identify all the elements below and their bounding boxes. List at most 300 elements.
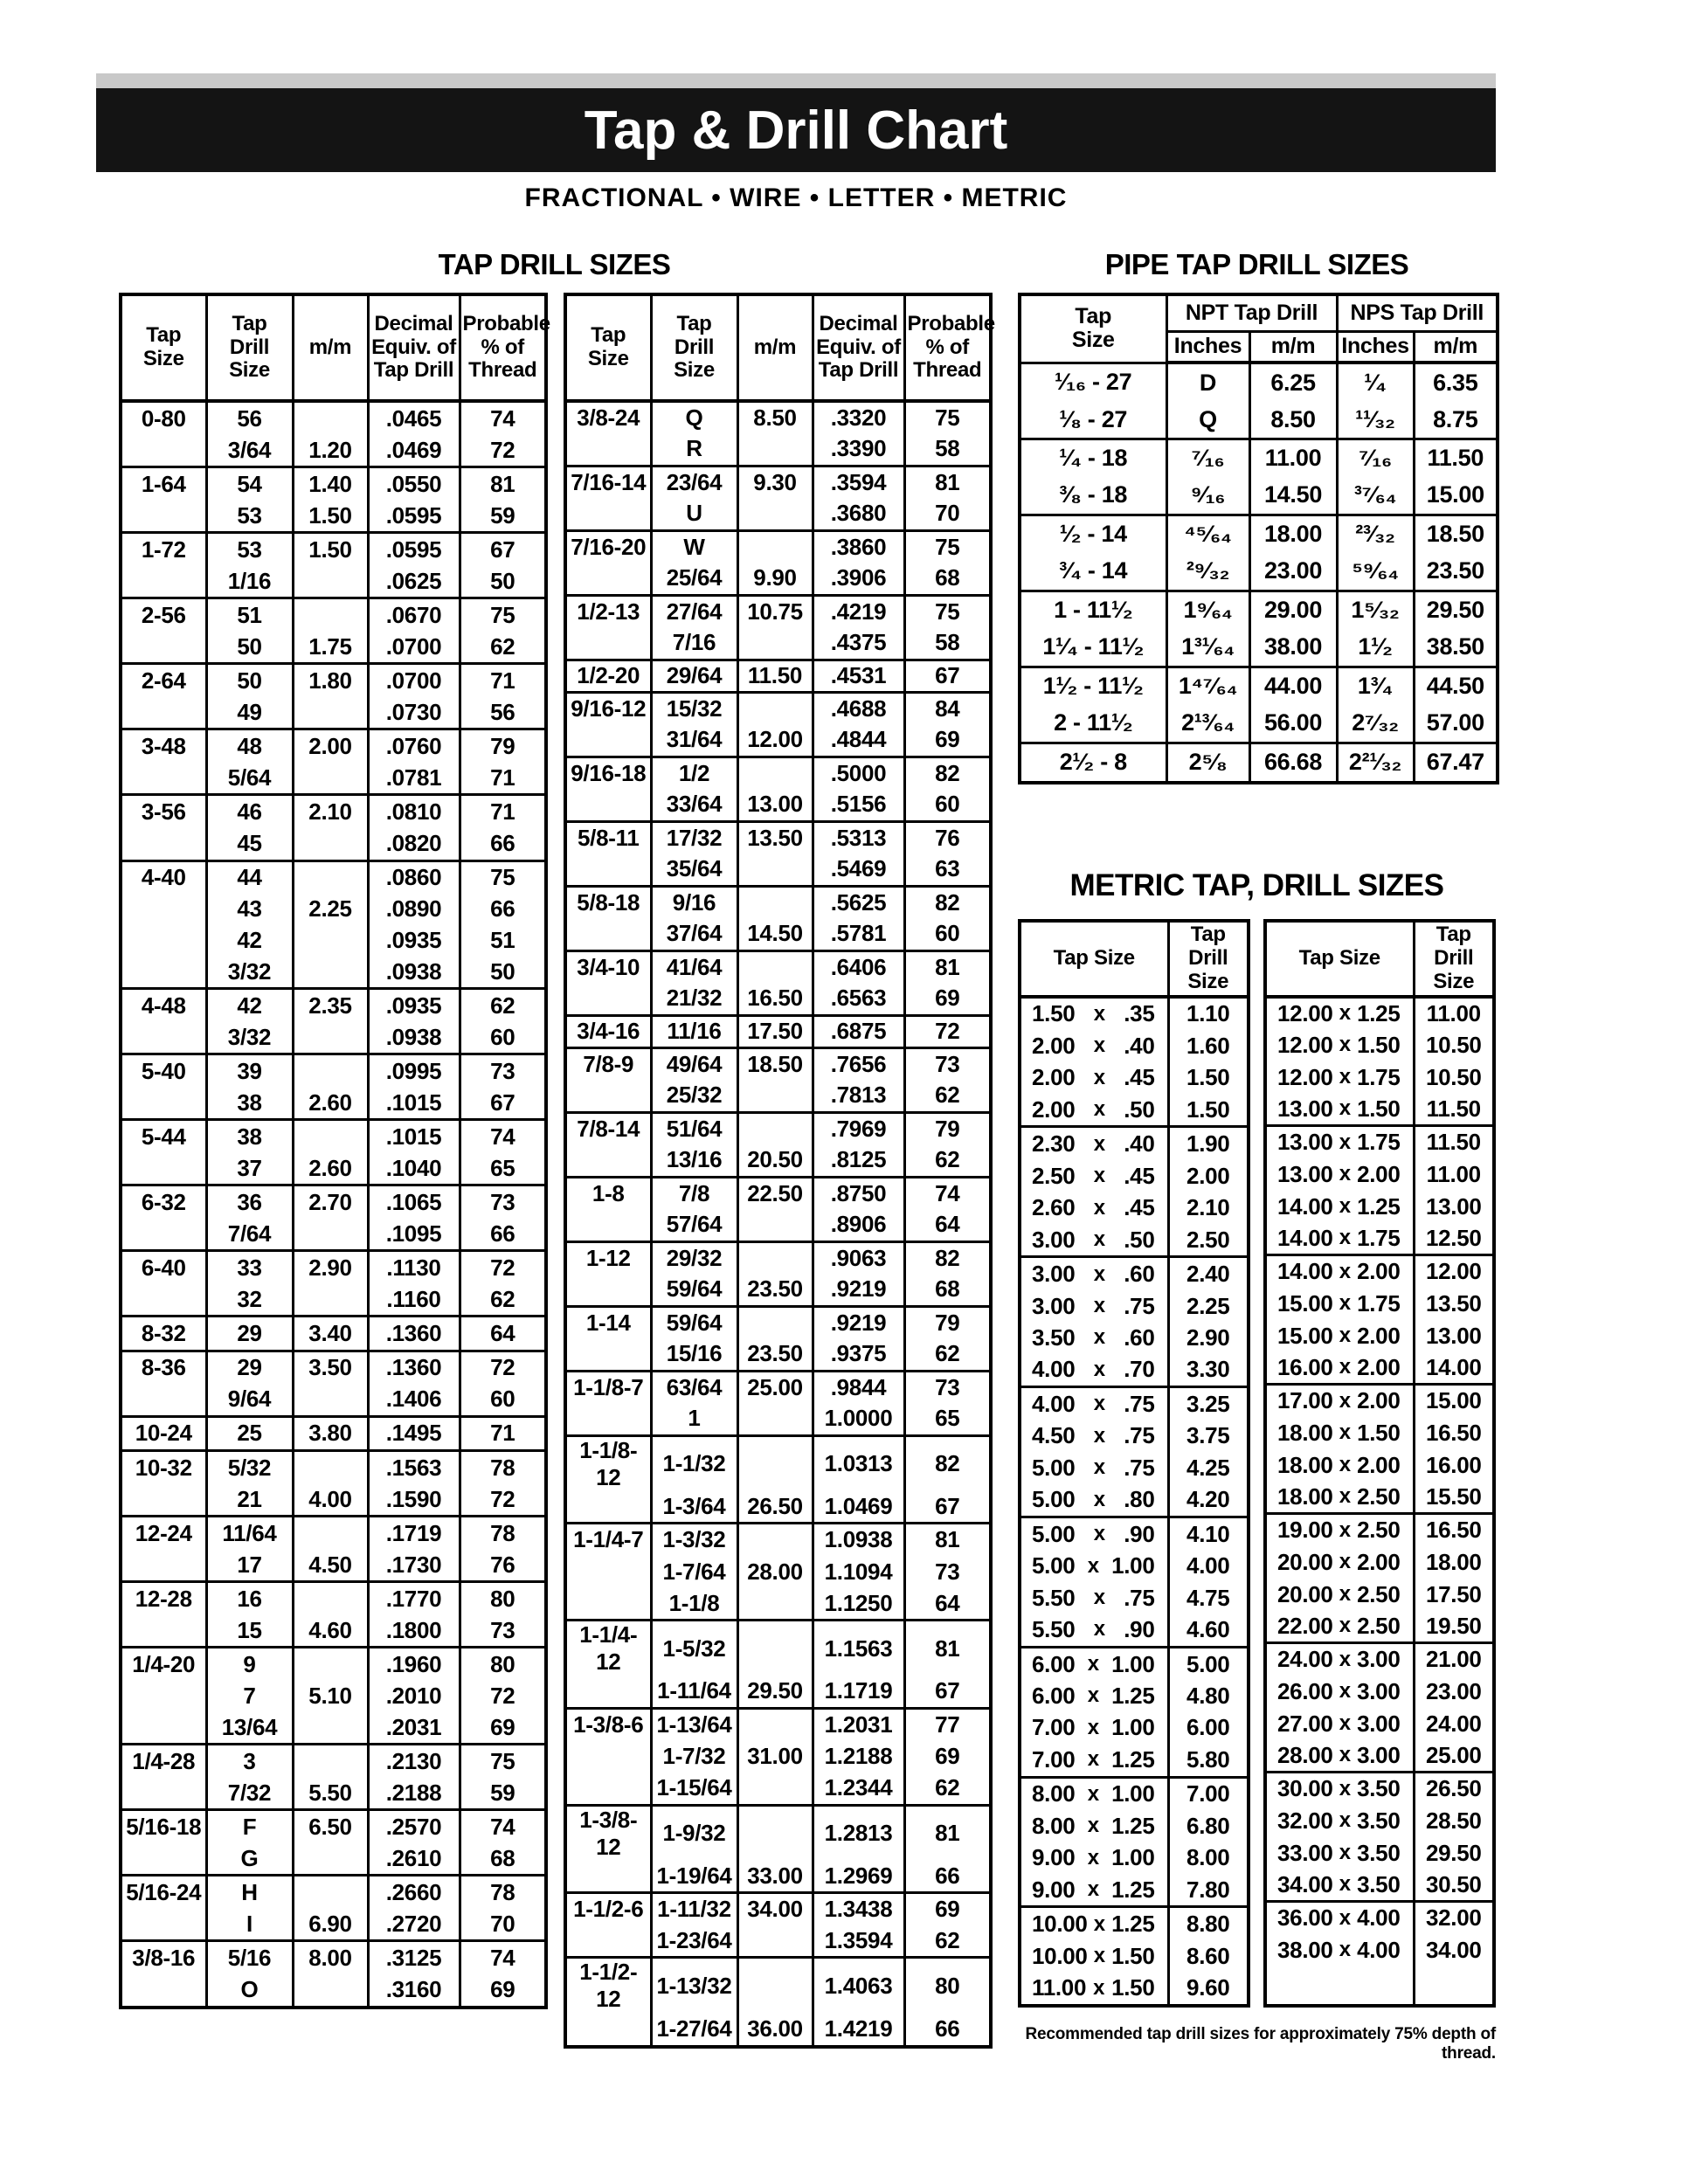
- cell: 81: [904, 1621, 991, 1676]
- tap-drill-cell: 10.50: [1414, 1029, 1494, 1061]
- tap-size-cell: [121, 565, 206, 598]
- top-gray-strip: [96, 73, 1496, 88]
- tap-size-cell: [565, 2013, 651, 2045]
- column-header: Probable % of Thread: [904, 294, 991, 401]
- table-row: [565, 757, 991, 789]
- tap-drill-cell: 23.00: [1414, 1676, 1494, 1708]
- table-row: [565, 1047, 991, 1080]
- tap-size-cell: 20.00 x 2.50: [1277, 1580, 1401, 1607]
- table-row: [1265, 1029, 1494, 1061]
- tap-size-cell: 1-8: [565, 1177, 651, 1209]
- cell: [293, 1021, 368, 1054]
- cell: 74: [904, 1177, 991, 1209]
- cell: [904, 2045, 991, 2047]
- tap-size-cell: 10-32: [121, 1451, 206, 1484]
- table-row: [1020, 1517, 1249, 1550]
- cell: .0700: [368, 631, 460, 664]
- cell: G: [206, 1842, 293, 1876]
- tap-size-cell: 4-48: [121, 989, 206, 1022]
- tap-size-cell: 9.00 x 1.25: [1032, 1876, 1155, 1903]
- cell: .0935: [368, 989, 460, 1022]
- cell: 49/64: [651, 1047, 737, 1080]
- cell: 68: [460, 1842, 546, 1876]
- table-row: [565, 1773, 991, 1805]
- tap-drill-cell: 8.80: [1168, 1907, 1249, 1940]
- cell: 1-1/32: [651, 1435, 737, 1491]
- cell: Q: [651, 401, 737, 433]
- table-row: [121, 696, 546, 729]
- cell: [737, 854, 813, 886]
- cell: 4.00: [293, 1483, 368, 1517]
- cell: [293, 1582, 368, 1615]
- tap-drill-cell: 7.80: [1168, 1874, 1249, 1907]
- tap-drill-table-right: [564, 293, 993, 2049]
- table-row: [565, 692, 991, 724]
- cell: 1.0469: [813, 1491, 904, 1524]
- tap-size-cell: 12.00 x 1.50: [1277, 1031, 1401, 1058]
- cell: 15/32: [651, 692, 737, 724]
- table-row: [121, 956, 546, 989]
- table-row: [565, 1241, 991, 1274]
- table-row: [565, 466, 991, 498]
- tap-size-cell: 3/4-10: [565, 950, 651, 983]
- table-row: [565, 627, 991, 660]
- table-row: [565, 1958, 991, 2014]
- table-row: [1020, 1647, 1249, 1680]
- tap-drill-cell: 3.30: [1168, 1354, 1249, 1387]
- table-row: [121, 860, 546, 894]
- tap-drill-cell: 15.50: [1414, 1482, 1494, 1514]
- table-row: [1265, 1352, 1494, 1385]
- tap-drill-cell: 4.25: [1168, 1452, 1249, 1483]
- tap-drill-cell: 2.25: [1168, 1290, 1249, 1322]
- tap-size-cell: 1/4-20: [121, 1648, 206, 1681]
- cell: 67.47: [1414, 743, 1498, 783]
- cell: .1406: [368, 1384, 460, 1417]
- cell: .1960: [368, 1648, 460, 1681]
- table-row: [1020, 553, 1498, 591]
- cell: 1.4219: [813, 2013, 904, 2045]
- cell: 72: [460, 1351, 546, 1384]
- cell: [737, 757, 813, 789]
- cell: .2031: [368, 1711, 460, 1745]
- cell: [293, 1054, 368, 1088]
- cell: 43: [206, 894, 293, 925]
- cell: [293, 956, 368, 989]
- tap-size-cell: [121, 1711, 206, 1745]
- cell: 51: [206, 598, 293, 632]
- cell: 59/64: [651, 1274, 737, 1306]
- tap-drill-cell: 28.50: [1414, 1805, 1494, 1837]
- table-row: [121, 401, 546, 434]
- cell: .6563: [813, 983, 904, 1015]
- tap-drill-cell: 19.50: [1414, 1611, 1494, 1643]
- cell: 62: [904, 1773, 991, 1805]
- table-row: [565, 530, 991, 563]
- tap-drill-cell: 5.80: [1168, 1744, 1249, 1777]
- cell: 1-13/32: [651, 1958, 737, 2014]
- tap-size-cell: 38.00 x 4.00: [1277, 1936, 1401, 1963]
- cell: 58: [904, 433, 991, 466]
- cell: .8906: [813, 1209, 904, 1241]
- column-header: m/m: [737, 294, 813, 401]
- tap-size-cell: 2.00 x .45: [1032, 1064, 1155, 1091]
- tap-drill-cell: 13.00: [1414, 1191, 1494, 1223]
- cell: 23.50: [737, 1338, 813, 1371]
- cell: 11.50: [1414, 439, 1498, 477]
- cell: I: [206, 1908, 293, 1941]
- cell: .3860: [813, 530, 904, 563]
- cell: 7/32: [206, 1777, 293, 1810]
- tap-size-cell: 3.00 x .60: [1020, 1257, 1168, 1290]
- cell: .3125: [368, 1941, 460, 1974]
- cell: 3.40: [293, 1317, 368, 1351]
- cell: 14.50: [1249, 477, 1337, 515]
- cell: 1-19/64: [651, 1861, 737, 1893]
- cell: 49: [206, 696, 293, 729]
- tap-size-cell: [565, 1861, 651, 1893]
- tap-size-cell: [565, 1491, 651, 1524]
- table-row: [1265, 1449, 1494, 1482]
- cell: 39: [206, 1054, 293, 1088]
- tap-size-cell: [121, 762, 206, 795]
- table-row: [565, 1209, 991, 1241]
- cell: [293, 1648, 368, 1681]
- tap-drill-cell: 2.40: [1168, 1257, 1249, 1290]
- table-row: [1020, 515, 1498, 552]
- pipe-tap-table: [1018, 293, 1499, 784]
- tap-drill-cell: 2.00: [1168, 1160, 1249, 1192]
- table-row: [1265, 1320, 1494, 1352]
- cell: 7/64: [206, 1218, 293, 1251]
- table-row: [565, 2013, 991, 2045]
- cell: 37/64: [651, 918, 737, 950]
- tap-size-cell: 18.00 x 2.50: [1277, 1482, 1401, 1510]
- table-row: [1020, 1387, 1249, 1420]
- column-header: Tap Size: [1020, 921, 1168, 997]
- cell: 1/2: [651, 757, 737, 789]
- cell: 74: [460, 1120, 546, 1153]
- cell: 60: [460, 1384, 546, 1417]
- cell: [737, 1241, 813, 1274]
- table-row: [1265, 1514, 1494, 1546]
- cell: 81: [904, 1805, 991, 1861]
- tap-size-cell: 5.00 x .80: [1032, 1486, 1155, 1513]
- tap-size-cell: 3-56: [121, 795, 206, 828]
- tap-size-cell: 22.00 x 2.50: [1277, 1612, 1401, 1639]
- cell: .0781: [368, 762, 460, 795]
- tap-size-cell: 1-3/8-6: [565, 1708, 651, 1740]
- table-row: [121, 434, 546, 467]
- cell: 78: [460, 1451, 546, 1484]
- cell: 73: [904, 1556, 991, 1588]
- table-row: [565, 1621, 991, 1676]
- cell: 48: [206, 729, 293, 763]
- cell: 44: [206, 860, 293, 894]
- cell: [737, 498, 813, 530]
- tap-drill-cell: 24.00: [1414, 1708, 1494, 1740]
- table-row: [121, 1185, 546, 1219]
- cell: 69: [904, 724, 991, 757]
- tap-size-cell: 14.00 x 2.00: [1265, 1255, 1414, 1288]
- cell: 59/64: [651, 1306, 737, 1338]
- cell: 38.00: [1249, 629, 1337, 667]
- cell: [293, 1876, 368, 1909]
- table-row: [121, 1517, 546, 1550]
- tap-size-cell: 8.00 x 1.00: [1020, 1777, 1168, 1810]
- tap-size-cell: 3.50 x .60: [1032, 1324, 1155, 1351]
- tap-drill-sizes-heading: TAP DRILL SIZES: [438, 248, 671, 280]
- tap-size-cell: [121, 500, 206, 533]
- table-row: [1265, 1805, 1494, 1837]
- tap-size-cell: 5/16-24: [121, 1876, 206, 1909]
- cell: ⁴⁵⁄₆₄: [1166, 515, 1249, 552]
- tap-size-cell: 5/8-18: [565, 886, 651, 918]
- cell: [737, 1925, 813, 1958]
- column-header: Decimal Equiv. of Tap Drill: [368, 294, 460, 401]
- table-row: [121, 1384, 546, 1417]
- tap-drill-cell: 4.60: [1168, 1614, 1249, 1647]
- tap-drill-cell: 2.10: [1168, 1192, 1249, 1223]
- tap-drill-cell: 13.50: [1414, 1288, 1494, 1320]
- cell: .2570: [368, 1810, 460, 1843]
- cell: 38: [206, 1087, 293, 1120]
- cell: .8125: [813, 1144, 904, 1177]
- cell: 80: [460, 1582, 546, 1615]
- table-row: [1020, 1712, 1249, 1744]
- cell: 1.20: [293, 434, 368, 467]
- cell: 10.75: [737, 595, 813, 627]
- tap-size-cell: ¹⁄₄ - 18: [1020, 439, 1166, 477]
- table-row: [121, 500, 546, 533]
- tap-size-cell: [121, 924, 206, 956]
- cell: 74: [460, 1810, 546, 1843]
- cell: 25: [206, 1416, 293, 1450]
- cell: 54: [206, 467, 293, 501]
- cell: 67: [460, 533, 546, 566]
- table-row: [565, 1925, 991, 1958]
- tap-size-cell: [565, 789, 651, 821]
- cell: 69: [460, 1711, 546, 1745]
- tap-size-cell: 8-36: [121, 1351, 206, 1384]
- table-row: [1020, 1094, 1249, 1127]
- tap-drill-cell: 10.50: [1414, 1061, 1494, 1094]
- table-row: [1020, 1290, 1249, 1322]
- cell: 3.80: [293, 1416, 368, 1450]
- tap-drill-cell: 16.00: [1414, 1449, 1494, 1482]
- cell: [293, 1384, 368, 1417]
- tap-size-cell: 7.00 x 1.00: [1032, 1714, 1155, 1741]
- cell: .0810: [368, 795, 460, 828]
- tap-size-cell: [121, 1614, 206, 1648]
- cell: 33/64: [651, 789, 737, 821]
- table-row: [121, 1648, 546, 1681]
- cell: 2⁷⁄₃₂: [1337, 705, 1414, 743]
- tap-drill-cell: 11.00: [1414, 997, 1494, 1029]
- cell: 58: [904, 627, 991, 660]
- tap-size-cell: 18.00 x 1.50: [1277, 1419, 1401, 1446]
- cell: 5.50: [293, 1777, 368, 1810]
- tap-size-cell: [121, 1283, 206, 1317]
- cell: 1.0000: [813, 1403, 904, 1435]
- table-row: [1020, 439, 1498, 477]
- cell: 5.10: [293, 1680, 368, 1711]
- tap-size-cell: [121, 1152, 206, 1185]
- cell: [737, 1621, 813, 1676]
- cell: 1-23/64: [651, 1925, 737, 1958]
- cell: 18.50: [737, 1047, 813, 1080]
- table-row: [565, 1708, 991, 1740]
- table-row: [1265, 1870, 1494, 1902]
- table-row: [121, 1317, 546, 1351]
- cell: 78: [460, 1876, 546, 1909]
- tap-size-cell: 3.00 x .50: [1032, 1226, 1155, 1253]
- tap-size-cell: 17.00 x 2.00: [1265, 1385, 1414, 1417]
- cell: 75: [904, 530, 991, 563]
- tap-size-cell: [121, 631, 206, 664]
- tap-size-cell: [121, 696, 206, 729]
- table-row: [565, 821, 991, 854]
- table-row: [121, 1549, 546, 1582]
- table-row: [565, 498, 991, 530]
- tap-size-cell: [121, 827, 206, 860]
- cell: [293, 1973, 368, 2008]
- table-row: [1265, 1902, 1494, 1934]
- cell: ²⁹⁄₃₂: [1166, 553, 1249, 591]
- table-row: [121, 1120, 546, 1153]
- table-row: [565, 1676, 991, 1708]
- table-row: [121, 1351, 546, 1384]
- cell: .2188: [368, 1777, 460, 1810]
- cell: 69: [904, 1893, 991, 1925]
- cell: .3390: [813, 433, 904, 466]
- table-row: [1020, 401, 1498, 439]
- table-row: [1020, 1127, 1249, 1160]
- cell: 11.50: [737, 660, 813, 692]
- table-row: [1020, 1972, 1249, 2006]
- table-row: [121, 795, 546, 828]
- cell: 23.50: [737, 1274, 813, 1306]
- tap-size-cell: [121, 1680, 206, 1711]
- table-row: [121, 1087, 546, 1120]
- cell: ⁷⁄₁₆: [1166, 439, 1249, 477]
- table-row: [121, 1908, 546, 1941]
- cell: .2130: [368, 1745, 460, 1778]
- cell: 1⁵⁄₃₂: [1337, 591, 1414, 628]
- table-row: [121, 1614, 546, 1648]
- tap-size-cell: 10.00 x 1.25: [1020, 1907, 1168, 1940]
- cell: 79: [904, 1112, 991, 1144]
- cell: 1.3438: [813, 1893, 904, 1925]
- tap-size-cell: 6.00 x 1.00: [1020, 1647, 1168, 1680]
- table-row: [565, 1403, 991, 1435]
- cell: 29/64: [651, 660, 737, 692]
- table-row: [121, 1680, 546, 1711]
- tap-size-cell: 3.00 x .75: [1032, 1292, 1155, 1319]
- tap-size-cell: 8-32: [121, 1317, 206, 1351]
- cell: 73: [904, 1371, 991, 1403]
- cell: .9375: [813, 1338, 904, 1371]
- cell: 25/32: [651, 1080, 737, 1112]
- table-row: [121, 1054, 546, 1088]
- tap-size-cell: 2.60 x .45: [1032, 1194, 1155, 1221]
- cell: 1.2969: [813, 1861, 904, 1893]
- cell: .0860: [368, 860, 460, 894]
- tap-size-cell: [565, 433, 651, 466]
- table-row: [1020, 1777, 1249, 1810]
- cell: 13.00: [737, 789, 813, 821]
- cell: [737, 433, 813, 466]
- table-row: [1020, 1483, 1249, 1517]
- table-row: [565, 1861, 991, 1893]
- tap-size-cell: 2-56: [121, 598, 206, 632]
- cell: .5469: [813, 854, 904, 886]
- tap-size-cell: 5.50 x .90: [1032, 1615, 1155, 1642]
- cell: 2²¹⁄₃₂: [1337, 743, 1414, 783]
- tap-size-cell: 3-48: [121, 729, 206, 763]
- table-row: [1265, 1708, 1494, 1740]
- tap-drill-cell: 6.00: [1168, 1712, 1249, 1744]
- column-header: m/m: [1249, 331, 1337, 363]
- cell: 1-11/32: [651, 1893, 737, 1925]
- cell: 75: [460, 1745, 546, 1778]
- tap-size-cell: [121, 956, 206, 989]
- cell: .9844: [813, 1371, 904, 1403]
- column-header: Tap Drill Size: [206, 294, 293, 401]
- tap-size-cell: 9.00 x 1.00: [1032, 1844, 1155, 1871]
- table-row: [121, 1021, 546, 1054]
- cell: 1.50: [293, 500, 368, 533]
- cell: .1095: [368, 1218, 460, 1251]
- cell: 71: [460, 762, 546, 795]
- cell: 33.00: [737, 1861, 813, 1893]
- tap-drill-cell: 25.00: [1414, 1740, 1494, 1773]
- tap-size-cell: 6.00 x 1.25: [1032, 1682, 1155, 1709]
- cell: [293, 565, 368, 598]
- tap-drill-cell: 12.50: [1414, 1223, 1494, 1255]
- cell: 69: [904, 983, 991, 1015]
- cell: R: [651, 433, 737, 466]
- cell: 1-7/64: [651, 1556, 737, 1588]
- table-row: [121, 1745, 546, 1778]
- table-row: [565, 1177, 991, 1209]
- cell: 45: [206, 827, 293, 860]
- tap-drill-cell: 2.50: [1168, 1224, 1249, 1257]
- cell: .1800: [368, 1614, 460, 1648]
- table-row: [1020, 1160, 1249, 1192]
- cell: 1.2188: [813, 1740, 904, 1773]
- cell: 1³⁄₄: [1337, 667, 1414, 704]
- cell: 13/16: [651, 1144, 737, 1177]
- table-row: [565, 1435, 991, 1491]
- cell: .0469: [368, 434, 460, 467]
- tap-size-cell: 1-1/8-7: [565, 1371, 651, 1403]
- tap-size-cell: 1-3/8-12: [565, 1805, 651, 1861]
- table-row: [565, 1080, 991, 1112]
- cell: 31/64: [651, 724, 737, 757]
- cell: 1.3594: [813, 1925, 904, 1958]
- cell: .0938: [368, 1021, 460, 1054]
- cell: 66: [460, 1218, 546, 1251]
- table-row: [565, 1556, 991, 1588]
- cell: 17: [206, 1549, 293, 1582]
- cell: .1040: [368, 1152, 460, 1185]
- cell: 1-3/64: [651, 1491, 737, 1524]
- cell: .5781: [813, 918, 904, 950]
- tap-drill-cell: 5.00: [1168, 1647, 1249, 1680]
- table-row: [121, 989, 546, 1022]
- footnote: Recommended tap drill sizes for approximately 75% depth of thread.: [1025, 2025, 1496, 2063]
